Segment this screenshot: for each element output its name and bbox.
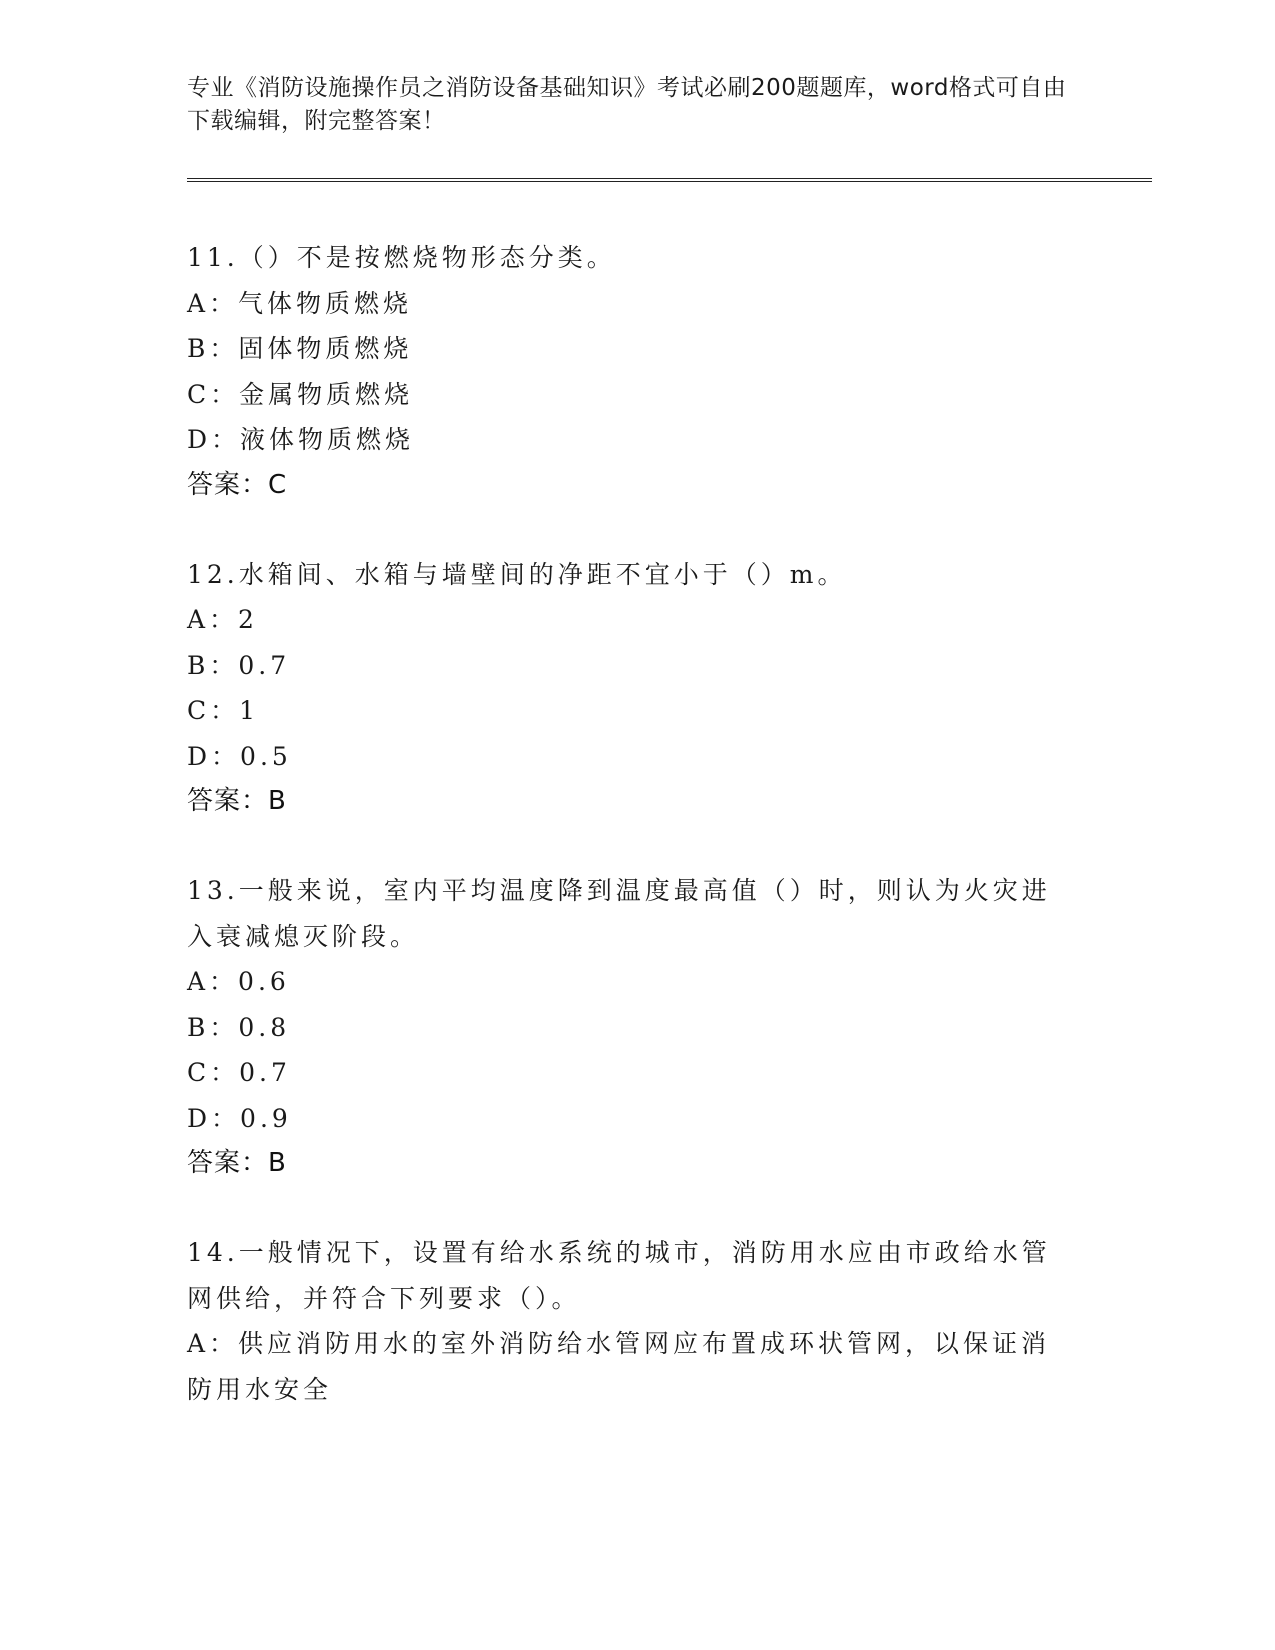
option-a: A：2 [187, 605, 258, 634]
question-11 [187, 235, 1067, 508]
question-14 [187, 1230, 1067, 1412]
header-divider [187, 178, 1152, 182]
option-c: C：1 [187, 696, 260, 725]
option-d: D：0.9 [187, 1103, 292, 1133]
question-text: 13.一般来说，室内平均温度降到温度最高值（）时，则认为火灾进入衰减熄灭阶段。 [187, 876, 1051, 951]
header-intro-text: 专业《消防设施操作员之消防设备基础知识》考试必刷200题题库，word格式可自由下载编辑，附完整答案！ [187, 75, 1067, 134]
question-text: 12.水箱间、水箱与墙壁间的净距不宜小于（）m。 [187, 559, 847, 589]
option-a: A：气体物质燃烧 [187, 288, 413, 318]
option-c: C：金属物质燃烧 [187, 379, 414, 409]
answer-line: 答案：B [187, 786, 287, 816]
question-12 [187, 552, 1067, 825]
answer-line: 答案：B [187, 1148, 287, 1178]
option-a: A：0.6 [187, 967, 290, 996]
question-text: 11.（）不是按燃烧物形态分类。 [187, 243, 616, 272]
option-c: C：0.7 [187, 1058, 291, 1087]
option-b: B：固体物质燃烧 [187, 334, 413, 363]
question-list [187, 235, 1067, 1456]
question-13 [187, 868, 1067, 1186]
option-a: A：供应消防用水的室外消防给水管网应布置成环状管网，以保证消防用水安全 [187, 1329, 1051, 1404]
option-b: B：0.7 [187, 650, 291, 680]
question-text: 14.一般情况下，设置有给水系统的城市，消防用水应由市政给水管网供给，并符合下列要求（）。 [187, 1238, 1051, 1313]
option-d: D：0.5 [187, 741, 292, 771]
answer-line: 答案：C [187, 469, 288, 500]
option-b: B：0.8 [187, 1012, 291, 1042]
document-header [187, 72, 1067, 138]
option-d: D：液体物质燃烧 [187, 425, 415, 454]
